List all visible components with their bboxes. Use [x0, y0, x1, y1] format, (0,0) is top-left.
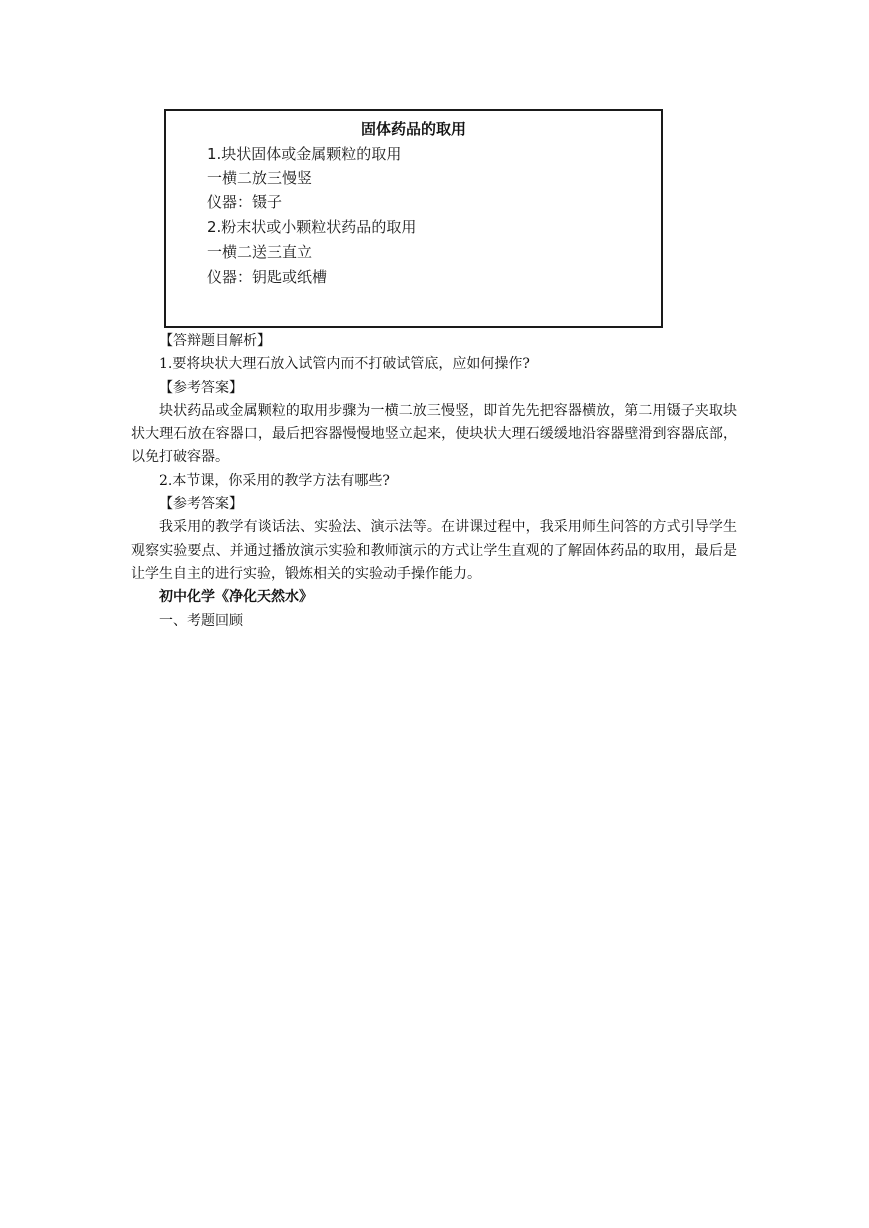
question-1: 1.要将块状大理石放入试管内而不打破试管底，应如何操作?	[159, 356, 530, 373]
board-line: 2.粉末状或小颗粒状药品的取用	[207, 218, 417, 236]
answer-1: 块状药品或金属颗粒的取用步骤为一横二放三慢竖，即首先先把容器横放，第二用镊子夹取块状大理石放在容器口，最后把容器慢慢地竖立起来，使块状大理石缓缓地沿容器壁滑到容器底部，以免打破容器。	[131, 402, 737, 466]
document-body	[131, 330, 737, 633]
board-line: 一横二放三慢竖	[207, 169, 313, 187]
next-section-subtitle: 一、考题回顾	[159, 612, 243, 629]
board-title: 固体药品的取用	[360, 120, 466, 138]
section-heading: 【答辩题目解析】	[159, 333, 271, 349]
next-lesson-title: 初中化学《净化天然水》	[159, 589, 313, 606]
board-line: 一横二送三直立	[207, 243, 313, 261]
board-line: 1.块状固体或金属颗粒的取用	[207, 145, 402, 163]
question-2: 2.本节课，你采用的教学方法有哪些?	[159, 472, 390, 489]
answer-2: 我采用的教学有谈话法、实验法、演示法等。在讲课过程中，我采用师生问答的方式引导学生观察实验要点、并通过播放演示实验和教师演示的方式让学生直观的了解固体药品的取用，最后是让学生自主的进行实验，锻炼相关的实验动手操作能力。	[131, 519, 737, 582]
board-line: 仪器：镊子	[207, 193, 283, 211]
answer-label: 【参考答案】	[159, 379, 243, 396]
blackboard-design-box	[164, 109, 663, 328]
board-line: 仪器：钥匙或纸槽	[207, 268, 328, 286]
answer-label: 【参考答案】	[159, 496, 243, 513]
